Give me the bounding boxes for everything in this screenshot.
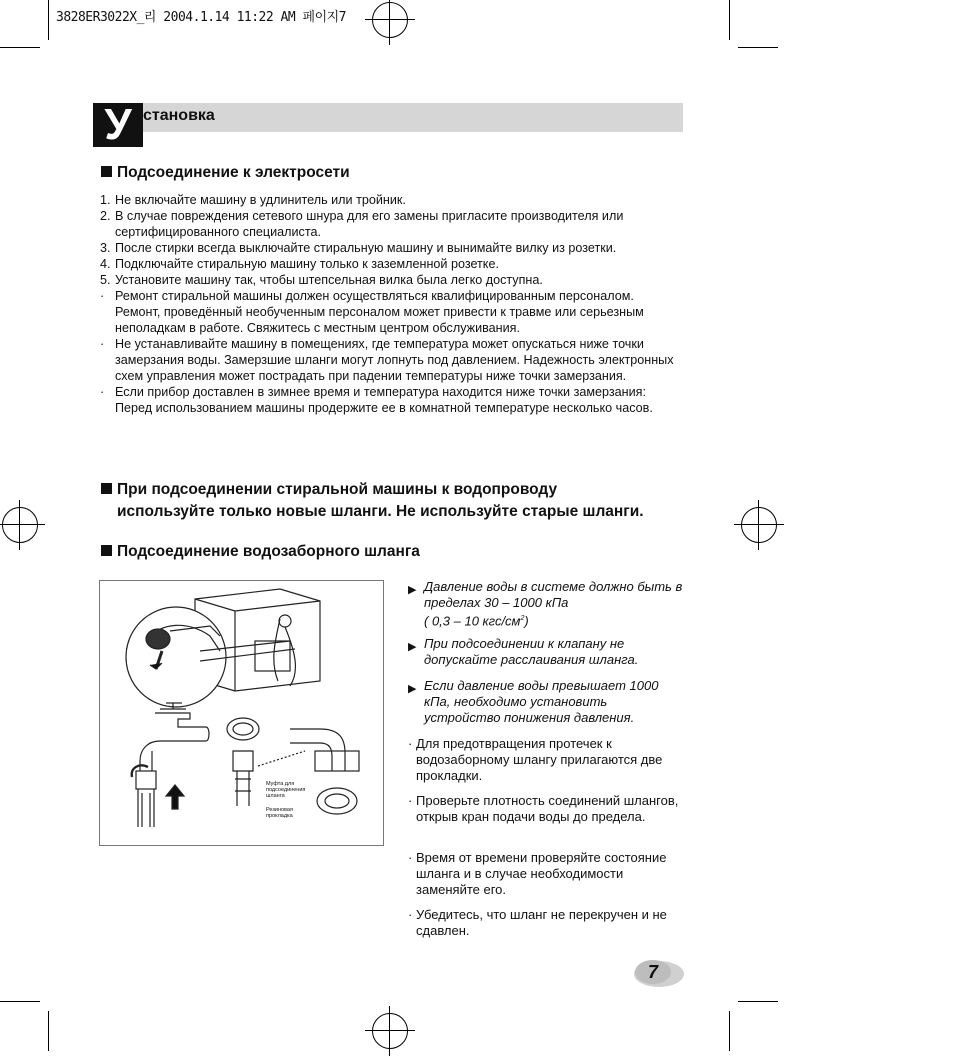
crop-mark [48,1011,49,1051]
registration-mark [741,507,777,543]
list-item: · Если прибор доставлен в зимнее время и температура находится ниже точки замерзания: Перед использованием машины продержите ее в комнатной температуре несколько часов. [100,385,653,415]
list-item: 4. Подключайте стиральную машину только к заземленной розетке. [100,257,499,271]
registration-mark [372,1013,408,1049]
note-pressure: ▶ Давление воды в системе должно быть в пределах 30 – 1000 кПа ( 0,3 – 10 кгс/$см^2$) [408,579,683,629]
crop-mark [729,1011,730,1051]
list-item: 5. Установите машину так, чтобы штепсельная вилка была легко доступна. [100,273,543,287]
registration-mark [372,2,408,38]
list-item: 3. После стирки всегда выключайте стиральную машину и вынимайте вилку из розетки. [100,241,617,255]
warning-line-1: При подсоединении стиральной машины к водопроводу [117,481,558,498]
header-title: становка [143,107,215,124]
list-item: 1. Не включайте машину в удлинитель или тройник. [100,193,406,207]
note-kink: · Убедитесь, что шланг не перекручен и не сдавлен. [408,907,667,938]
square-bullet-icon [101,166,112,177]
section-title-text: Подсоединение водозаборного шланга [117,543,420,560]
print-slug: 3828ER3022X_리 2004.1.14 11:22 AM 페이지7 [56,10,347,25]
registration-mark [2,507,38,543]
gasket-label: Резиновая прокладка [266,807,293,819]
note-inspect: · Время от времени проверяйте состояние шланга и в случае необходимости заменяйте его. [408,850,667,897]
note-valve: ▶ При подсоединении к клапану не допускайте расслаивания шланга. [408,636,639,667]
note-gaskets: · Для предотвращения протечек к водозаборному шлангу прилагаются две прокладки. [408,736,663,783]
power-instructions-list [100,192,680,416]
page-number-badge [633,956,685,990]
crop-mark [738,47,778,48]
hose-warning [101,479,701,523]
section-title-hose [101,543,420,561]
square-bullet-icon [101,483,112,494]
crop-mark [0,1001,40,1002]
list-item: · Не устанавливайте машину в помещениях, где температура может опускаться ниже точки замерзания воды. Замерзшие шланги могут лопнуть под давлением. Надежность электронных схем управления может пострадать при падении температуры ниже точки замерзания. [100,337,674,383]
arrow-bullet-icon: ▶ [408,683,417,695]
section-title-text: Подсоединение к электросети [117,164,350,181]
illustration-svg [100,581,383,845]
list-item: · Ремонт стиральной машины должен осуществляться квалифицированным персоналом. Ремонт, проведённый необученным персоналом может привести к травме или серьезным неполадкам в работе. Свяжитесь с местным центром обслуживания. [100,289,644,335]
note-check: · Проверьте плотность соединений шлангов, открыв кран подачи воды до предела. [408,793,679,824]
arrow-bullet-icon: ▶ [408,584,417,596]
note-reducer: ▶ Если давление воды превышает 1000 кПа, необходимо установить устройство понижения давления. [408,678,659,725]
crop-mark [729,0,730,40]
crop-mark [48,0,49,40]
warning-line-2: используйте только новые шланги. Не используйте старые шланги. [117,503,644,520]
hose-connection-illustration [99,580,384,846]
section-title-power [101,164,350,182]
crop-mark [0,47,40,48]
page-number: 7 [647,962,658,982]
crop-mark [738,1001,778,1002]
square-bullet-icon [101,545,112,556]
arrow-bullet-icon: ▶ [408,641,417,653]
list-item: 2. В случае повреждения сетевого шнура для его замены пригласите производителя или сертифицированного специалиста. [100,209,624,239]
header-initial: У [93,103,143,147]
coupling-label: Муфта для подсоединения шланга [266,781,306,799]
